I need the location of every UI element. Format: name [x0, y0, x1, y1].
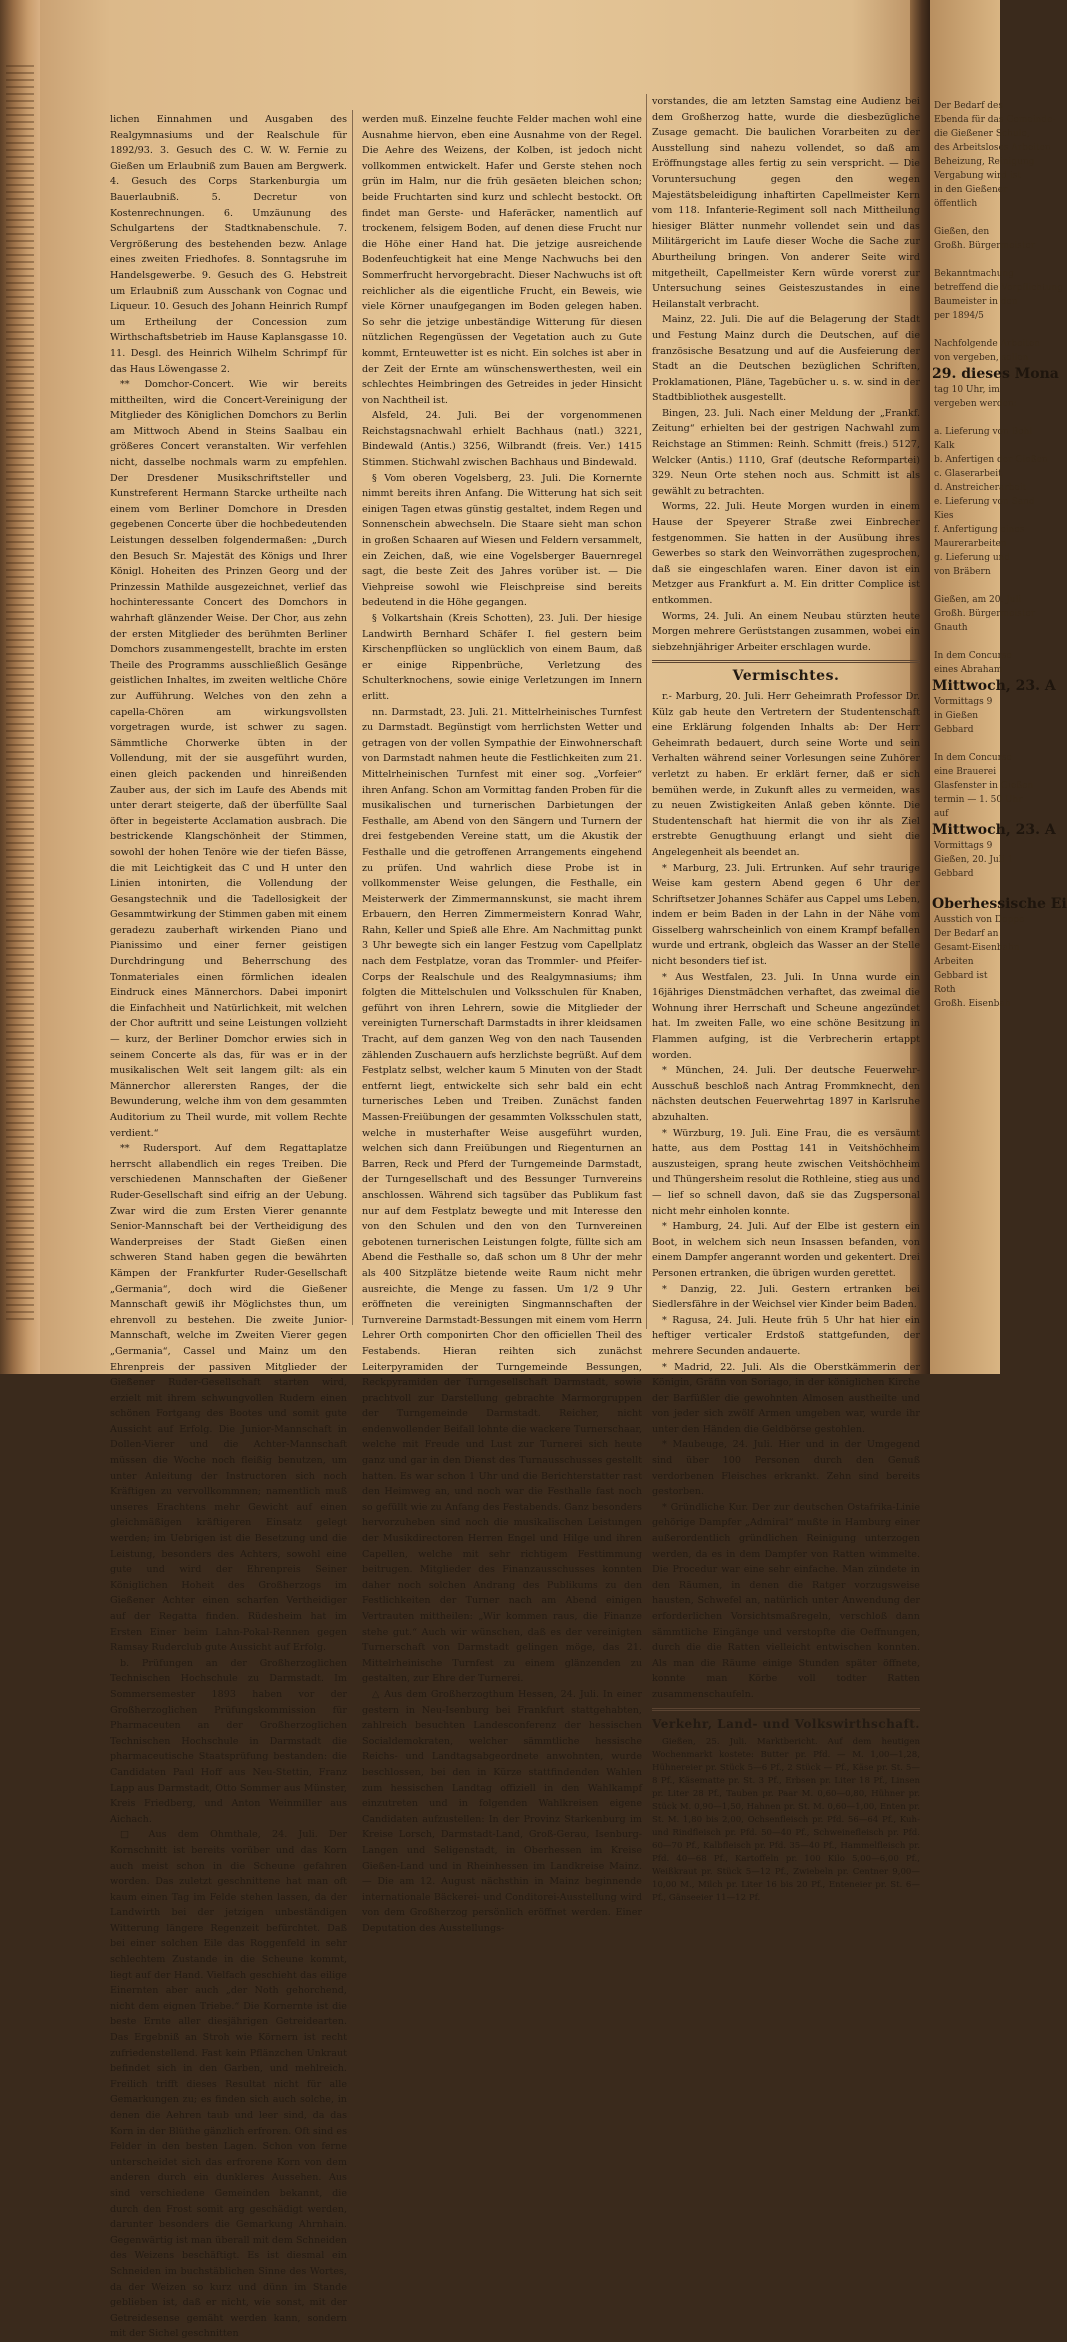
column-rule	[352, 110, 353, 1325]
facing-page-heading: Oberhessische Ei	[932, 896, 1067, 912]
facing-page-heading: Mittwoch, 23. A	[932, 678, 1056, 694]
article-paragraph: nn. Darmstadt, 23. Juli. 21. Mittelrheinisches Turnfest zu Darmstadt. Begünstigt vom herrlichsten Wetter und getragen von der vollen Sympathie der Einwohnerschaft von Darmstadt nahmen heute die Festlichkeiten zum 21. Mittelrheinischen Turnfest mit einer sog. „Vorfeier“ ihren Anfang. Schon am Vormittag fanden Proben für die musikalischen und turnerischen Darbietungen der Festhalle, am Abend von den Sängern und Turnern der drei festgebenden Vereine statt, um die Akustik der Festhalle und die getroffenen Arrangements eingehend zu prüfen. Und wahrlich diese Probe ist in vollkommenster Weise gelungen, die Festhalle, ein Meisterwerk der Zimmermannskunst, sie macht ihrem Erbauern, den Herren Zimmermeistern Konrad Wahr, Rahn, Keller und Spieß alle Ehre. Am Nachmittag punkt 3 Uhr bewegte sich ein langer Festzug vom Capellplatz nach dem Festplatze, voran das Trommler- und Pfeifer-Corps der Realschule und des Realgymnasiums; ihm folgten die Mittelschulen und Volksschulen für Knaben, geführt von ihren Lehrern, sowie die Mitglieder der vereinigten Turnerschaft Darmstadts in ihrer kleidsamen Tracht, auf dem ganzen Weg von den nach Tausenden zählenden Zuschauern aufs herzlichste begrüßt. Auf dem Festplatz selbst, welcher kaum 5 Minuten von der Stadt entfernt liegt, entwickelte sich sehr bald ein echt turnerisches Leben und Treiben. Zunächst fanden Massen-Freiübungen der gesammten Volksschulen statt, welche in musterhafter Weise ausgeführt wurden, welchen sich dann Freiübungen und Riegenturnen an Barren, Reck und Pferd der Turngemeinde Darmstadt, der Turngesellschaft und des Bessunger Turnvereins anschlossen. Während sich tagsüber das Publikum fast nur auf dem Festplatz bewegte und mit Interesse den von den Schulen und den von den Turnvereinen gebotenen turnerischen Leistungen folgte, füllte sich am Abend die Festhalle so, daß schon um 8 Uhr der mehr als 400 Sitzplätze bietende weite Raum nicht mehr ausreichte, die Menge zu fassen. Um 1/2 9 Uhr eröffneten die vereinigten Singmannschaften der Turnvereine Darmstadt-Bessungen mit einem vom Herrn Lehrer Orth componirten Chor den officiellen Theil des Festabends. Hieran reihten sich zunächst Leiterpyramiden der Turngemeinde Bessungen, Reckpyramiden der Turngesellschaft Darmstadt, sowie prachtvoll zur Darstellung gebrachte Marmorgruppen der Turngemeinde Darmstadt. Reicher, nicht endenwollender Beifall lohnte die wackere Turnerschaar, welche mit Freude und Lust zur Turnerei sich heute ganz und gar in den Dienst des Turnausschusses gestellt hatten. Es war schon 1 Uhr und die Berichterstatter rast den Heimweg an, und noch war die Festhalle fast noch so gefüllt wie zu Anfang des Festabends. Ganz besonders hervorzuheben sind noch die musikalischen Leistungen der Musikdirectoren Herren Engel und Hilge und ihren Capellen, welche mit sehr richtigem Festtimmung beitrugen. Mitglieder des Finanzausschusses konnten daher noch solchen Andrang des Publikums zu den Festlichkeiten der Turner nach am Abend einigen Vertrauten mittheilen: „Wir kommen raus, die Finanze stehe gut.“ Auch wir wünschen, daß es der vereinigten Turnerschaft von Darmstadt gelingen möge, das 21. Mittelrheinische Turnfest zu einem glänzenden zu gestalten, zur Ehre der Turnerei.	[362, 706, 642, 1685]
facing-page-line: e. Lieferung von Sand	[934, 497, 1035, 507]
article-paragraph: werden muß. Einzelne feuchte Felder machen wohl eine Ausnahme hiervon, eben eine Ausnahme von der Regel. Die Aehre des Weizens, der Kolben, ist jedoch nicht vollkommen entwickelt. Hafer und Gerste stehen noch grün im Halm, nur die früh gesäeten bleichen schon; beide Fruchtarten sind kurz und schlecht bestockt. Oft findet man Gerste- und Haferäcker, namentlich auf trockenem, felsigem Boden, auf denen diese Frucht nur die Höhe einer Hand hat. Die jetzige ausreichende Bodenfeuchtigkeit hat eine Menge Nachwuchs bei den Sommerfrucht hervorgebracht. Dieser Nachwuchs ist oft reichlicher als die eigentliche Frucht, ein Beweis, wie viele Körner unaufgegangen im Boden gelegen haben. So sehr die jetzige unbeständige Witterung für diesen nützlichen Regengüssen der Vegetation auch zu Gute kommt, Ernteuwetter ist es nicht. Ein solches ist aber in der Zeit der Ernte am wünschenswerthesten, weil ein schlechtes Heimbringen des Getreides in jeder Hinsicht von Nachtheil ist.	[362, 114, 642, 406]
facing-page-line: Roth	[934, 985, 956, 995]
misc-item: * Ragusa, 24. Juli. Heute früh 5 Uhr hat hier ein heftiger verticaler Erdstoß stattgefunden, der mehrere Secunden andauerte.	[652, 1314, 920, 1357]
facing-page-line: Gebbard	[934, 725, 974, 735]
facing-page-line: In dem Concurse	[934, 651, 1012, 661]
facing-page-line: vergeben werden:	[934, 399, 1017, 409]
misc-item: * Würzburg, 19. Juli. Eine Frau, die es versäumt hatte, aus dem Posttag 141 in Veitshöchheim auszusteigen, sprang heute zwischen Veitshöchheim und Thüngersheim resolut die Rothleine, stieg aus und — lief so schnell davon, daß sie das Zugspersonal nicht mehr einholen konnte.	[652, 1127, 920, 1217]
misc-item: r.- Marburg, 20. Juli. Herr Geheimrath Professor Dr. Külz gab heute den Vertretern der Studentenschaft eine Erklärung folgenden Inhalts ab: Der Herr Geheimrath bedauert, durch seine Worte und sein Verhalten während seiner Vorlesungen seine Zuhörer verletzt zu haben. Er erklärt ferner, daß er sich bemühen werde, in Zukunft alles zu vermeiden, was zu neuen Zwistigkeiten Anlaß geben könnte. Die Studentenschaft hat hiermit die von ihr als Ziel erstrebte Genugthuung erlangt und sieht die Angelegenheit als beendet an.	[652, 690, 920, 858]
article-paragraph: § Vom oberen Vogelsberg, 23. Juli. Die Kornernte nimmt bereits ihren Anfang. Die Witterung hat sich seit einigen Tagen etwas günstig gestaltet, indem Regen und Sonnenschein abwechseln. Die Staare sieht man schon in großen Schaaren auf Wiesen und Feldern versammelt, ein Zeichen, daß, wie eine Vogelsberger Bauernregel sagt, die beste Zeit des Jahres vorüber ist. — Die Viehpreise sowohl wie Fleischpreise sind bereits bedeutend in die Höhe gegangen.	[362, 472, 642, 609]
facing-page-line: Kies	[934, 511, 954, 521]
facing-page-line: Vergabung wird ist	[934, 171, 1022, 181]
page-stack-edges	[6, 60, 34, 1320]
section-divider	[652, 1708, 920, 1711]
article-paragraph: Worms, 22. Juli. Heute Morgen wurden in einem Hause der Speyerer Straße zwei Einbrecher festgenommen. Sie hatten in der Ausübung ihres Gewerbes so stark den Weinvorräthen zugesprochen, daß sie eingeschlafen waren. Einer davon ist ein Metzger aus Frankfurt a. M. Ein dritter Complice ist entkommen.	[652, 501, 920, 606]
misc-item: * Danzig, 22. Juli. Gestern ertranken bei Siedlersfähre in der Weichsel vier Kinder beim Baden.	[652, 1283, 920, 1311]
article-paragraph: ** Domchor-Concert. Wie wir bereits mittheilten, wird die Concert-Vereinigung der Mitglieder des Königlichen Domchors zu Berlin am Mittwoch Abend in Steins Saalbau ein größeres Concert veranstalten. Wir verfehlen nicht, dasselbe nochmals warm zu empfehlen. Der Dresdener Musikschriftsteller und Kunstreferent Hermann Starcke urtheilte nach einem vom Berliner Domchore in Dresden gegebenen Concerte über die hochbedeutenden Leistungen desselben folgendermaßen: „Durch den Besuch Sr. Majestät des Königs und Ihrer Königl. Hoheiten des Prinzen Georg und der Prinzessin Mathilde ausgezeichnet, verlief das hochinteressante Concert des Domchors in wahrhaft glänzender Weise. Der Chor, aus zehn der ersten Mitglieder des berühmten Berliner Domchors zusammengestellt, brachte im ersten Theile des Programms ausschließlich Gesänge geistlichen Inhaltes, im zweiten weltliche Chöre zur Aufführung. Welches von den zehn a capella-Chören am wirkungsvollsten vorgetragen wurde, ist schwer zu sagen. Sämmtliche Chorwerke übten in der Vollendung, mit der sie ausgeführt wurden, einen gleich packenden und hinreißenden Zauber aus, der sich im Laufe des Abends mit unter derart steigerte, daß der überfüllte Saal öfter in begeisterte Acclamation ausbrach. Die bestrickende Klangschönheit der Stimmen, sowohl der hohen Tenöre wie der tiefen Bässe, die mit Leichtigkeit das C und H unter den Linien intonirten, die Vollendung der Gesangstechnik und die Tadellosigkeit der Gesammtwirkung der Stimmen gaben mit einem geradezu zauberhaft wirkenden Piano und Pianissimo und einer ferner geistigen Durchdringung und Beherrschung des Tonmateriales einen förmlichen idealen Eindruck eines Männerchors. Dabei imponirt die Einfachheit und Natürlichkeit, mit welchen der Chor auftritt und seine Leistungen vollzieht — kurz, der Berliner Domchor erwies sich in seinem Concerte als das, für was er in der musikalischen Welt seit langem gilt: als ein Männerchor allerersten Ranges, der die Bewunderung, welche ihm von dem gesammten Auditorium zu Theil wurde, mit vollem Rechte verdient.“	[110, 379, 347, 1139]
facing-page-line: von Bräbern	[934, 567, 991, 577]
facing-page-line: c. Glaserarbeit	[934, 469, 1002, 479]
section-title-market: Verkehr, Land- und Volkswirthschaft.	[652, 1716, 920, 1731]
column-3	[652, 94, 920, 1904]
misc-item: * Maubeuge, 24. Juli. Hier und in der Umgegend sind über 100 Personen durch den Genuß verdorbenen Fleisches erkrankt. Zehn sind bereits gestorben.	[652, 1439, 920, 1498]
facing-page-line: Maurerarbeiten	[934, 539, 1007, 549]
facing-page-line: Glasfenster in Gießen	[934, 781, 1034, 791]
facing-page-line: eines Abraham	[934, 665, 1003, 675]
facing-page	[930, 0, 1067, 1374]
section-divider	[652, 660, 920, 663]
facing-page-line: öffentlich	[934, 199, 978, 209]
misc-item: * Madrid, 22. Juli. Als die Oberstkämmerin der Königin, Gräfin von Soriago, in der königlichen Kirche der Barfüßler die gewohnten Almosen austheilte und von jeder sich zwölf Armen umgeben war, wurde ihr unter den Händen die Geldbörse gestohlen.	[652, 1361, 920, 1435]
article-paragraph: § Volkartshain (Kreis Schotten), 23. Juli. Der hiesige Landwirth Bernhard Schäfer I. fiel gestern beim Kirschenpflücken so unglücklich von einem Baum, daß er einige Rippenbrüche, Verletzung des Schulterknochens, sowie einige Verletzungen im Innern erlitt.	[362, 613, 642, 702]
misc-item: * Gründliche Kur. Der zur deutschen Ostafrika-Linie gehörige Dampfer „Admiral“ mußte in Hamburg einer außerordentlich gründlichen Reinigung unterzogen werden, da es in dem Dampfer von Ratten wimmelte. Die Procedur war eine sehr einfache. Man zündete in den Räumen, in denen die Ratger vorzugsweise hausten, Schwefel an, natürlich unter Anwendung der erforderlichen Vorsichtsmaßregeln, verschloß dann sämmtliche Eingänge und verstopfte die Oeffnungen, durch die die Ratten vielleicht entwischen konnten. Als man die Räume einige Stunden später öffnete, konnte man Körbe voll todter Ratten zusammenschaufeln.	[652, 1501, 920, 1700]
facing-page-line: Arbeiten	[934, 957, 974, 967]
facing-page-line: Großh. Eisenbah	[934, 999, 1011, 1009]
facing-page-line: Ausstich von Doppe	[934, 915, 1025, 925]
column-1	[110, 112, 347, 2340]
column-rule	[646, 94, 647, 1329]
facing-page-line: Baumeister in den	[934, 297, 1018, 307]
facing-page-line: des Arbeitsloses Arbeiten	[934, 143, 1051, 153]
facing-page-line: von vergeben, sollen	[934, 353, 1029, 363]
facing-page-line: b. Anfertigen der Gießen	[934, 455, 1048, 465]
facing-page-line: Beheizung, Reinigung	[934, 157, 1035, 167]
facing-page-line: Großh. Bürgermeister	[934, 241, 1036, 251]
article-paragraph: △ Aus dem Großherzogthum Hessen, 24. Juli. In einer gestern in Neu-Isenburg bei Frankfurt stattgehabten, zahlreich besuchten Landesconferenz der hessischen Socialdemokraten, welcher sämmtliche hessische Reichs- und Landtagsabgeordnete anwohnten, wurde beschlossen, bei den in Kürze stattfindenden Wahlen zum hessischen Landtag offiziell in den Wahlkampf einzutreten und in folgenden Wahlkreisen eigene Candidaten aufzustellen: In der Provinz Starkenburg im Kreise Lorsch, Darmstadt-Land, Groß-Gerau, Isenburg-Langen und Seligenstadt, in Oberhessen im Kreise Gießen-Land und in Rheinhessen im Landkreise Mainz. — Die am 12. August nächsthin in Mainz beginnende internationale Bäckerei- und Conditorei-Ausstellung wird von dem Großherzog persönlich eröffnet werden. Einer Deputation des Ausstellungs-	[362, 1688, 642, 1934]
misc-item: * München, 24. Juli. Der deutsche Feuerwehr-Ausschuß beschloß nach Antrag Frommknecht, den nächsten deutschen Feuerwehrtag 1897 in Karlsruhe abzuhalten.	[652, 1065, 920, 1123]
misc-item: * Hamburg, 24. Juli. Auf der Elbe ist gestern ein Boot, in welchem sich neun Insassen befanden, von einem Dampfer angerannt worden und gekentert. Drei Personen ertranken, die übrigen wurden gerettet.	[652, 1221, 920, 1279]
facing-page-line: Kalk	[934, 441, 955, 451]
article-paragraph: Worms, 24. Juli. An einem Neubau stürzten heute Morgen mehrere Gerüststangen zusammen, wobei ein siebzehnjähriger Arbeiter erschlagen wurde.	[652, 610, 920, 653]
facing-page-line: tag 10 Uhr, im	[934, 385, 1000, 395]
facing-page-line: per 1894/5	[934, 311, 984, 321]
facing-page-line: Gebbard ist	[934, 971, 988, 981]
article-paragraph: b. Prüfungen an der Großherzoglichen Technischen Hochschule zu Darmstadt. Im Sommersemester 1893 haben vor der Großherzoglichen Prüfungskommission für Pharmaceuten an der Großherzoglichen Technischen Hochschule in Darmstadt die pharmaceutische Staatsprüfung bestanden: die Candidaten Paul Hoff aus Neu-Stettin, Franz Lapp aus Darmstadt, Otto Sommer aus Münster, Kreis Friedberg, und Anton Weinmiller aus Aichach.	[110, 1657, 347, 1825]
facing-page-line: In dem Concurse	[934, 753, 1012, 763]
book-edge-left	[0, 0, 40, 1374]
facing-page-line: Der Bedarf des	[934, 101, 1003, 111]
facing-page-line: Gebbard	[934, 869, 974, 879]
facing-page-line: eine Brauerei	[934, 767, 997, 777]
facing-page-line: auf	[934, 809, 949, 819]
facing-page-line: Gesamt-Eisenbahn	[934, 943, 1020, 953]
facing-page-line: Gießen, den	[934, 227, 990, 237]
facing-page-line: Gießen, 20. Juli 1	[934, 855, 1014, 865]
facing-page-line: Ebenda für das Gemeinde-	[934, 115, 1056, 125]
facing-page-line: a. Lieferung von Bohl	[934, 427, 1033, 437]
facing-page-line: Bekanntmachung	[934, 269, 1015, 279]
facing-page-line: in den Gießener	[934, 185, 1008, 195]
facing-page-line: Großh. Bürgermeister	[934, 609, 1036, 619]
facing-page-line: Vormittags 9	[934, 697, 993, 707]
facing-page-line: die Gießener Schule,	[934, 129, 1030, 139]
article-paragraph: lichen Einnahmen und Ausgaben des Realgymnasiums und der Realschule für 1892/93. 3. Gesuch des C. W. W. Fernie zu Gießen um Erlaubniß zum Bauen am Bergwerk. 4. Gesuch des Corps Starkenburgia um Bauerlaubniß. 5. Decretur von Kostenrechnungen. 6. Umzäunung des Schulgartens der Stadtknabenschule. 7. Vergrößerung des bestehenden bezw. Anlage eines zweiten Friedhofes. 8. Sonntagsruhe im Handelsgewerbe. 9. Gesuch des G. Hebstreit um Erlaubniß zum Ausschank von Cognac und Liqueur. 10. Gesuch des Johann Heinrich Rumpf um Ertheilung der Concession zum Wirthschaftsbetrieb im Hause Kaplansgasse 10. 11. Desgl. des Heinrich Wilhelm Schrimpf für das Haus Löwengasse 2.	[110, 114, 347, 375]
article-paragraph: ** Rudersport. Auf dem Regattaplatze herrscht allabendlich ein reges Treiben. Die verschiedenen Mannschaften der Gießener Ruder-Gesellschaft sind eifrig an der Uebung. Zwar wird die zum Ersten Vierer genannte Senior-Mannschaft bei der Vertheidigung des Wanderpreises der Stadt Gießen einen schweren Stand haben gegen die bewährten Kämpen der Frankfurter Ruder-Gesellschaft „Germania“, doch wird die Gießener Mannschaft gewiß ihr Möglichstes thun, um ehrenvoll zu bestehen. Die zweite Junior-Mannschaft, welche im Zweiten Vierer gegen „Germania“, Cassel und Mainz um den Ehrenpreis der passiven Mitglieder der Gießener Ruder-Gesellschaft starten wird, erzielt mit ihrem schwungvollen Rudern einen schönen Fortgang des Bootes und somit gute Aussicht auf Erfolg. Die Junior-Mannschaft in Dollen-Vierer und die Achter-Mannschaft müssen die Woche noch fleißig benutzen, um unter Anleitung der Instructoren sich noch Kräftigen zu vervollkommnen; namentlich muß unseres Erachtens mehr Gewicht auf einen gleichmäßigen kräftigeren Einsatz gelegt werden; im Uebrigen ist die Besetzung und die Leistung, besonders des Achters, sowohl eine gute und wird der Ehrenpreis Seiner Königlichen Hoheit des Großherzogs im Gießener Achter einen scharfen Vertheidiger auf der Regatta finden. Rüdesheim hat im Ersten Einer beim Lahn-Pokal-Rennen gegen Ramsay Ruderclub gute Aussicht auf Erfolg.	[110, 1143, 347, 1654]
column-2	[362, 112, 642, 1934]
article-paragraph: Alsfeld, 24. Juli. Bei der vorgenommenen Reichstagsnachwahl erhielt Bachhaus (natl.) 3221, Bindewald (Antis.) 3256, Wilbrandt (freis. Ver.) 1415 Stimmen. Stichwahl zwischen Bachhaus und Bindewald.	[362, 410, 642, 469]
article-paragraph: Mainz, 22. Juli. Die auf die Belagerung der Stadt und Festung Mainz durch die Deutschen, auf die französische Besatzung und auf die Ausfeierung der Stadt an die Deutschen bezüglichen Schriften, Proklamationen, Pläne, Tagebücher u. s. w. sind in der Stadtbibliothek ausgestellt.	[652, 314, 920, 404]
facing-page-line: d. Anstreicherarbeit	[934, 483, 1027, 493]
misc-item: * Aus Westfalen, 23. Juli. In Unna wurde ein 16jähriges Dienstmädchen verhaftet, das zweimal die Wohnung ihrer Herrschaft und Scheune angezündet hat. Im zweiten Falle, wo eine schöne Besitzung in Flammen aufging, ist die Verbrecherin ertappt worden.	[652, 971, 920, 1061]
article-paragraph: Bingen, 23. Juli. Nach einer Meldung der „Frankf. Zeitung“ erhielten bei der gestrigen Nachwahl zum Reichstage an Stimmen: Reinh. Schmitt (freis.) 5127, Welcker (Antis.) 1110, Graf (deutsche Reformpartei) 329. Neun Orte stehen noch aus. Schmitt ist als gewählt zu betrachten.	[652, 407, 920, 497]
section-title-vermischtes: Vermischtes.	[732, 668, 840, 685]
market-report: Gießen, 25. Juli. Marktbericht. Auf dem heutigen Wochenmarkt kostete: Butter pr. Pfd. — M. 1,00—1,28, Hühnereier pr. Stück 5—6 Pf., 2 Stück — Pf., Käse pr. St. 5—8 Pf., Käsematte pr. St. 3 Pf., Erbsen pr. Liter 18 Pf., Linsen pr. Liter 28 Pf., Tauben pr. Paar M. 0,60—0,80, Hühner pr. Stück M. 0,90—1,50, Hahnen pr. St. M. 0,60—1,00, Enten pr. St. M. 1,80 bis 2,00, Ochsenfleisch pr. Pfd. 56—64 Pf., Kuh- und Rindfleisch pr. Pfd. 50—40 Pf., Schweinefleisch pr. Pfd. 60—70 Pf., Kalbfleisch pr. Pfd. 35—40 Pf., Hammelfleisch pr. Pfd. 40—68 Pf., Kartoffeln pr. 100 Kilo 5,00—6,00 Pf., Weißkraut pr. Stück 5—12 Pf., Zwiebeln pr. Centner 9,00—10,00 M., Milch pr. Liter 16 bis 20 Pf., Enteneier pr. St. 6—Pf., Gänseeier 11—12 Pf.	[652, 1737, 920, 1904]
facing-page-line: termin — 1. 50 Uhr	[934, 795, 1023, 805]
facing-page-heading: Mittwoch, 23. A	[932, 822, 1056, 838]
facing-page-line: Nachfolgende Arbeiten	[934, 339, 1041, 349]
facing-page-line: betreffend die Verpflichtung	[934, 283, 1064, 293]
facing-page-line: Gnauth	[934, 623, 968, 633]
misc-item: * Marburg, 23. Juli. Ertrunken. Auf sehr traurige Weise kam gestern Abend gegen 6 Uhr der Schriftsetzer Johannes Schäfer aus Cappel ums Leben, indem er beim Baden in der Lahn in der Nähe vom Gisselberg wahrscheinlich von einem Krampf befallen wurde und ertrank, obgleich das Wasser an der Stelle nicht besonders tief ist.	[652, 862, 920, 968]
facing-page-line: f. Anfertigung eines	[934, 525, 1025, 535]
article-paragraph: vorstandes, die am letzten Samstag eine Audienz bei dem Großherzog hatte, wurde die diesbezügliche Zusage gemacht. Die baulichen Vorarbeiten zu der Ausstellung sind nahezu vollendet, so daß am Eröffnungstage alles fertig zu sein verspricht. — Die Voruntersuchung gegen den wegen Majestätsbeleidigung inhaftirten Capellmeister Kern vom 118. Infanterie-Regiment soll nach Mittheilung hiesiger Blätter nunmehr vollendet sein und das Militärgericht im Laufe dieser Woche die Sache zur Aburtheilung bringen. Von anderer Seite wird mitgetheilt, Capellmeister Kern würde vorerst zur Untersuchung seines Geisteszustandes in eine Heilanstalt verbracht.	[652, 96, 920, 310]
article-paragraph: □ Aus dem Ohmthale, 24. Juli. Der Kornschnitt ist bereits vorüber und das Korn auch meist schon in die Scheune gefahren worden. Das zuletzt geschnittene hat man oft kaum einen Tag im Felde stehen lassen, da der Landwirth bei der jetzigen unbeständigen Witterung längere Regenzeit befürchtet. Daß bei einer solchen Eile das Roggenfeld in sehr schlechtem Zustande in die Scheune kommt, liegt auf der Hand. Vielfach geschieht das eilige Einernten aber auch „der Noth gehorchend, nicht dem eignen Triebe.“ Die Kornernte ist die beste Ernte aller diesjährigen Getreidearten. Das Ergebniß an Stroh wie Körnern ist recht zufriedenstellend. Fast kein Pflänzchen Unkraut befindet sich in den Garben, und mehlreich. Freilich trifft dieses Resultat nicht für alle Gemarkungen zu; es finden sich auch solche, in denen die Aehren taub und leer sind, da das Korn in der Blüthe gänzlich erfroren. Oft sind es Felder in den besten Lagen. Schon von ferne unterscheidet sich das erfrorene Korn von dem anderen durch ein dunkleres Aussehen. Aus sind verschiedene Gemeinden bekannt, die durch den Frost somit arg geschädigt werden, darunter besonders die Gemarkung Ahrnhain. Gegenwärtig ist man überall mit dem Schneiden des Weizens beschäftigt. Es ist diesmal ein Schneiden im buchstäblichen Sinne des Wortes, da der Weizen so kurz und dünn im Stande geblieben ist, daß er nicht, wie sonst, mit der Getreidesense gemäht werden kann, sondern mit der Sichel geschnitten	[110, 1829, 347, 2340]
facing-page-line: g. Lieferung und	[934, 553, 1011, 563]
facing-page-line: Der Bedarf an	[934, 929, 999, 939]
facing-page-line: Vormittags 9	[934, 841, 993, 851]
facing-page-heading: 29. dieses Mona	[932, 366, 1059, 382]
facing-page-line: Gießen, am 20. Juli	[934, 595, 1022, 605]
facing-page-line: in Gießen	[934, 711, 979, 721]
